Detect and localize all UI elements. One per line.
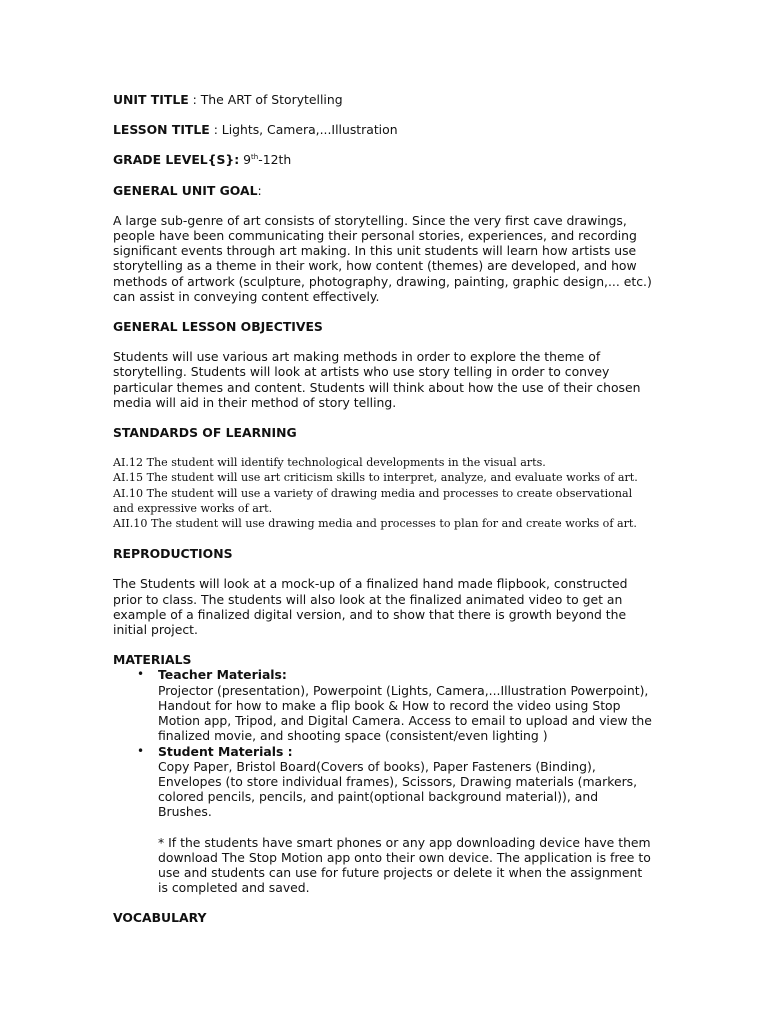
student-materials-label: Student Materials :	[158, 743, 293, 759]
unit-goal-heading-text: GENERAL UNIT GOAL	[113, 182, 258, 198]
standards-heading: STANDARDS OF LEARNING	[113, 425, 297, 441]
lesson-title-value: : Lights, Camera,...Illustration	[209, 122, 398, 138]
unit-title-value: : The ART of Storytelling	[188, 92, 343, 107]
standard-item: AI.12 The student will identify technological developments in the visual arts.	[113, 456, 546, 470]
teacher-materials-item	[137, 667, 653, 744]
unit-goal-body: A large sub-genre of art consists of storytelling. Since the very first cave drawings, people have been communicating their personal stories, experiences, and recording significant events through art making. In this unit students will learn how artists use storytelling as a theme in their work, how content (themes) are developed, and how methods of artwork (sculpture, photography, drawing, painting, graphic design,... etc.) can assist in conveying content effectively.	[113, 212, 652, 304]
bullet-icon: •	[137, 743, 145, 758]
unit-goal-heading	[113, 183, 653, 198]
lesson-title-line	[113, 122, 653, 137]
teacher-materials-label: Teacher Materials:	[158, 667, 287, 683]
grade-level-suffix: -12th	[258, 152, 292, 168]
bullet-icon: •	[137, 667, 145, 682]
objectives-heading: GENERAL LESSON OBJECTIVES	[113, 319, 323, 335]
grade-level-prefix: 9	[239, 152, 252, 168]
standard-item: AI.10 The student will use a variety of drawing media and processes to create observational and expressive works of art.	[113, 486, 633, 515]
objectives-body: Students will use various art making methods in order to explore the theme of storytelling. Students will look at artists who use story telling in order to convey particular themes and content. Students will think about how the use of their chosen media will aid in their method of story telling.	[113, 349, 641, 410]
standard-item: AII.10 The student will use drawing media and processes to plan for and create works of art.	[113, 517, 637, 531]
materials-list	[113, 667, 653, 895]
grade-level-sup: th	[251, 153, 259, 162]
smartphone-note: * If the students have smart phones or any app downloading device have them download The Stop Motion app onto their own device. The application is free to use and students can use for future projects or delete it when the assignment is completed and saved.	[158, 834, 651, 896]
teacher-materials-body: Projector (presentation), Powerpoint (Lights, Camera,...Illustration Powerpoint), Handout for how to make a flip book & How to record the video using Stop Motion app, Tripod, and Digital Camera. Access to email to upload and view the finalized movie, and shooting space (consistent/even lighting )	[158, 682, 652, 744]
unit-title-line	[113, 92, 653, 107]
vocabulary-heading: VOCABULARY	[113, 910, 207, 926]
student-materials-item	[137, 743, 653, 896]
student-materials-body: Copy Paper, Bristol Board(Covers of books), Paper Fasteners (Binding), Envelopes (to store individual frames), Scissors, Drawing materials (markers, colored pencils, pencils, and paint(optional background material)), and Brushes.	[158, 758, 638, 820]
unit-goal-heading-colon: :	[257, 182, 262, 198]
lesson-plan	[113, 92, 653, 941]
reproductions-heading: REPRODUCTIONS	[113, 546, 233, 562]
standards-list	[113, 455, 653, 531]
reproductions-body: The Students will look at a mock-up of a finalized hand made flipbook, constructed prior to class. The students will also look at the finalized animated video to get an example of a finalized digital version, and to show that there is growth beyond the initial project.	[113, 576, 628, 638]
standard-item: AI.15 The student will use art criticism skills to interpret, analyze, and evaluate works of art.	[113, 471, 638, 485]
materials-heading: MATERIALS	[113, 652, 192, 668]
grade-level-label: GRADE LEVEL{S}:	[113, 152, 240, 168]
grade-level-line	[113, 152, 653, 167]
unit-title-label: UNIT TITLE	[113, 92, 189, 107]
lesson-title-label: LESSON TITLE	[113, 122, 210, 138]
